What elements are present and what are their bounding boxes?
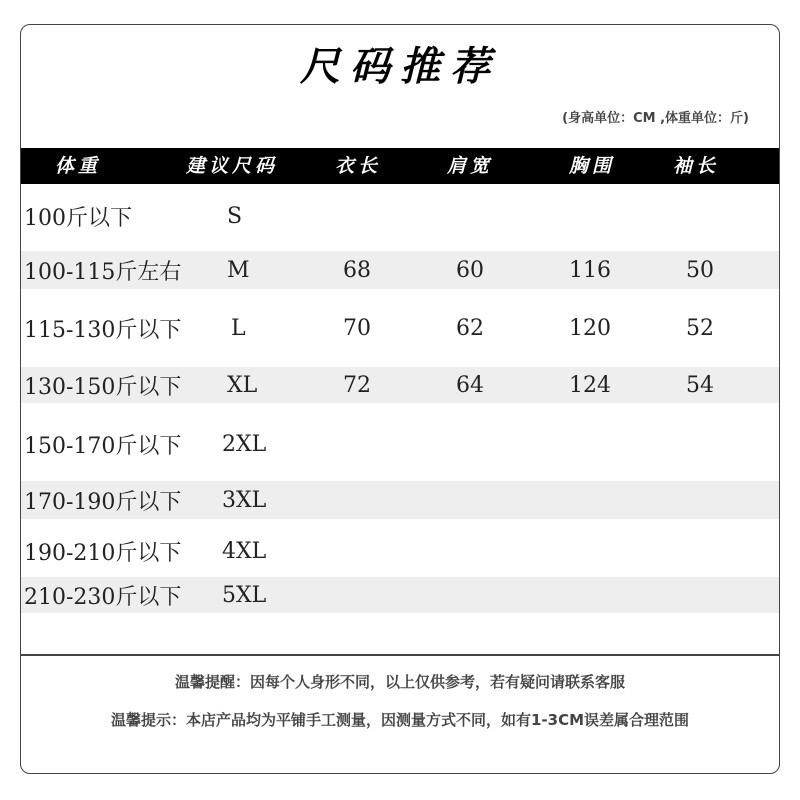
size-chart-card bbox=[20, 24, 780, 774]
cell-size: 4XL bbox=[222, 538, 267, 564]
cell-length: 72 bbox=[343, 372, 371, 398]
footer-divider bbox=[21, 654, 779, 656]
cell-size: XL bbox=[227, 372, 258, 398]
header-length: 衣长 bbox=[335, 155, 382, 177]
table-row bbox=[21, 367, 779, 403]
header-sleeve: 袖长 bbox=[673, 155, 720, 177]
cell-chest: 124 bbox=[569, 372, 611, 398]
cell-weight: 210-230斤以下 bbox=[24, 584, 182, 610]
table-header bbox=[21, 148, 779, 184]
cell-chest: 120 bbox=[569, 315, 611, 341]
table-row bbox=[21, 577, 779, 613]
unit-note: (身高单位：CM ,体重单位：斤) bbox=[562, 111, 749, 126]
cell-size: S bbox=[227, 203, 243, 229]
cell-size: 3XL bbox=[222, 487, 267, 513]
table-row bbox=[21, 529, 779, 573]
cell-shoulder: 64 bbox=[456, 372, 484, 398]
cell-length: 68 bbox=[343, 257, 371, 283]
cell-sleeve: 52 bbox=[686, 315, 714, 341]
cell-chest: 116 bbox=[569, 257, 611, 283]
cell-sleeve: 54 bbox=[686, 372, 714, 398]
header-suggested-size: 建议尺码 bbox=[186, 155, 279, 177]
table-row bbox=[21, 305, 779, 351]
cell-size: L bbox=[231, 315, 246, 341]
table-row bbox=[21, 481, 779, 519]
cell-weight: 150-170斤以下 bbox=[24, 433, 182, 459]
cell-weight: 170-190斤以下 bbox=[24, 489, 182, 515]
table-row bbox=[21, 421, 779, 467]
cell-shoulder: 60 bbox=[456, 257, 484, 283]
footer-note-measurement: 温馨提示：本店产品均为平铺手工测量，因测量方式不同，如有1-3CM误差属合理范围 bbox=[110, 711, 690, 729]
table-row bbox=[21, 193, 779, 239]
cell-size: M bbox=[227, 257, 250, 283]
cell-size: 2XL bbox=[222, 431, 267, 457]
cell-weight: 115-130斤以下 bbox=[24, 317, 182, 343]
header-shoulder: 肩宽 bbox=[447, 155, 494, 177]
table-row bbox=[21, 251, 779, 289]
cell-weight: 100斤以下 bbox=[24, 205, 132, 231]
cell-length: 70 bbox=[343, 315, 371, 341]
cell-weight: 130-150斤以下 bbox=[24, 374, 182, 400]
footer-note-reminder: 温馨提醒：因每个人身形不同，以上仅供参考，若有疑问请联系客服 bbox=[174, 673, 625, 691]
header-weight: 体重 bbox=[55, 155, 102, 177]
cell-weight: 100-115斤左右 bbox=[24, 259, 182, 285]
cell-sleeve: 50 bbox=[686, 257, 714, 283]
cell-size: 5XL bbox=[222, 582, 267, 608]
page-title: 尺码推荐 bbox=[300, 44, 500, 90]
header-chest: 胸围 bbox=[569, 155, 616, 177]
cell-shoulder: 62 bbox=[456, 315, 484, 341]
cell-weight: 190-210斤以下 bbox=[24, 540, 182, 566]
